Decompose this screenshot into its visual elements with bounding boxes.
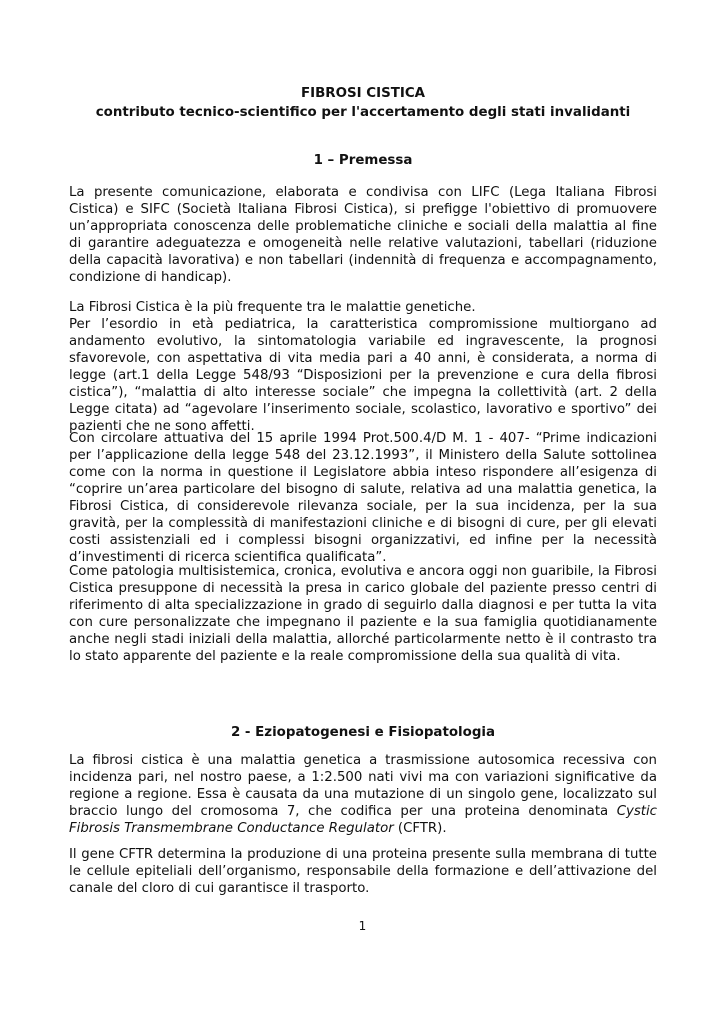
paragraph-text: Con circolare attuativa del 15 aprile 1994 Prot.500.4/D M. 1 - 407- “Prime indicazioni per l’applicazione della legge 548 del 23.12.1993”, il Ministero della Salute sottolinea come con la norma in questione il Legislatore abbia inteso rispondere all’esigenza di “coprire un’area particolare del bisogno di salute, relativa ad una malattia genetica, la Fibrosi Cistica, di considerevole rilevanza sociale, per la sua incidenza, per la sua gravità, per la complessità di manifestazioni cliniche e di bisogni di cure, per gli elevati costi assistenziali ed i complessi bisogni organizzativi, ed infine per la necessità d’investimenti di ricerca scientifica qualificata”. — [69, 431, 657, 565]
paragraph-pathology — [69, 563, 657, 665]
section-heading-eziopatogenesi: 2 - Eziopatogenesi e Fisiopatologia — [230, 725, 496, 740]
paragraph-frequency — [69, 299, 657, 435]
text-span: La fibrosi cistica è una malattia genetica a trasmissione autosomica recessiva con incidenza pari, nel nostro paese, a 1:2.500 nati vivi ma con variazioni significative da regione a regione. Essa è causata da una mutazione di un singolo gene, localizzato sul braccio lungo del cromosoma 7, che codifica per una proteina denominata — [69, 753, 657, 819]
paragraph-text: Il gene CFTR determina la produzione di una proteina presente sulla membrana di tutte le cellule epiteliali dell’organismo, responsabile della formazione e dell’attivazione del canale del cloro di cui garantisce il trasporto. — [69, 847, 657, 896]
paragraph-text: La presente comunicazione, elaborata e condivisa con LIFC (Lega Italiana Fibrosi Cistica) e SIFC (Società Italiana Fibrosi Cistica), si prefigge l'obiettivo di promuovere un’appropriata conoscenza delle problematiche cliniche e sociali della malattia al fine di garantire adeguatezza e omogeneità nelle relative valutazioni, tabellari (riduzione della capacità lavorativa) e non tabellari (indennità di frequenza e accompagnamento, condizione di handicap). — [69, 185, 657, 285]
paragraph-introduction — [69, 184, 657, 286]
paragraph-text: Per l’esordio in età pediatrica, la caratteristica compromissione multiorgano ad andamento evolutivo, la sintomatologia variabile ed ingravescente, la prognosi sfavorevole, con aspettativa di vita media pari a 40 anni, è considerata, a norma di legge (art.1 della Legge 548/93 “Disposizioni per la prevenzione e cura della fibrosi cistica”), “malattia di alto interesse sociale” che impegna la collettività (art. 2 della Legge citata) ad “agevolare l’inserimento sociale, scolastico, lavorativo e sportivo” dei pazienti che ne sono affetti. — [69, 317, 657, 434]
italic-term: Cystic Fibrosis Transmembrane Conductance Regulator — [69, 804, 657, 836]
text-span: (CFTR). — [393, 821, 447, 836]
paragraph-cftr-gene — [69, 846, 657, 897]
paragraph-circular — [69, 430, 657, 566]
paragraph-genetics — [69, 752, 657, 837]
paragraph-text: Come patologia multisistemica, cronica, evolutiva e ancora oggi non guaribile, la Fibrosi Cistica presuppone di necessità la presa in carico globale del paziente presso centri di riferimento di alta specializzazione in grado di seguirlo dalla diagnosi e per tutta la vita con cure personalizzate che impegnano il paziente e la sua famiglia quotidianamente anche negli stadi iniziali della malattia, allorché particolarmente netto è il contrasto tra lo stato apparente del paziente e la reale compromissione della sua qualità di vita. — [69, 564, 657, 664]
page-number: 1 — [358, 919, 367, 933]
paragraph-text — [69, 752, 657, 837]
section-heading-premessa: 1 – Premessa — [313, 153, 413, 168]
document-title-block — [70, 84, 656, 122]
document-title: FIBROSI CISTICA — [300, 86, 426, 101]
document-subtitle: contributo tecnico-scientifico per l'accertamento degli stati invalidanti — [95, 105, 631, 120]
paragraph-text: La Fibrosi Cistica è la più frequente tra le malattie genetiche. — [69, 300, 476, 315]
